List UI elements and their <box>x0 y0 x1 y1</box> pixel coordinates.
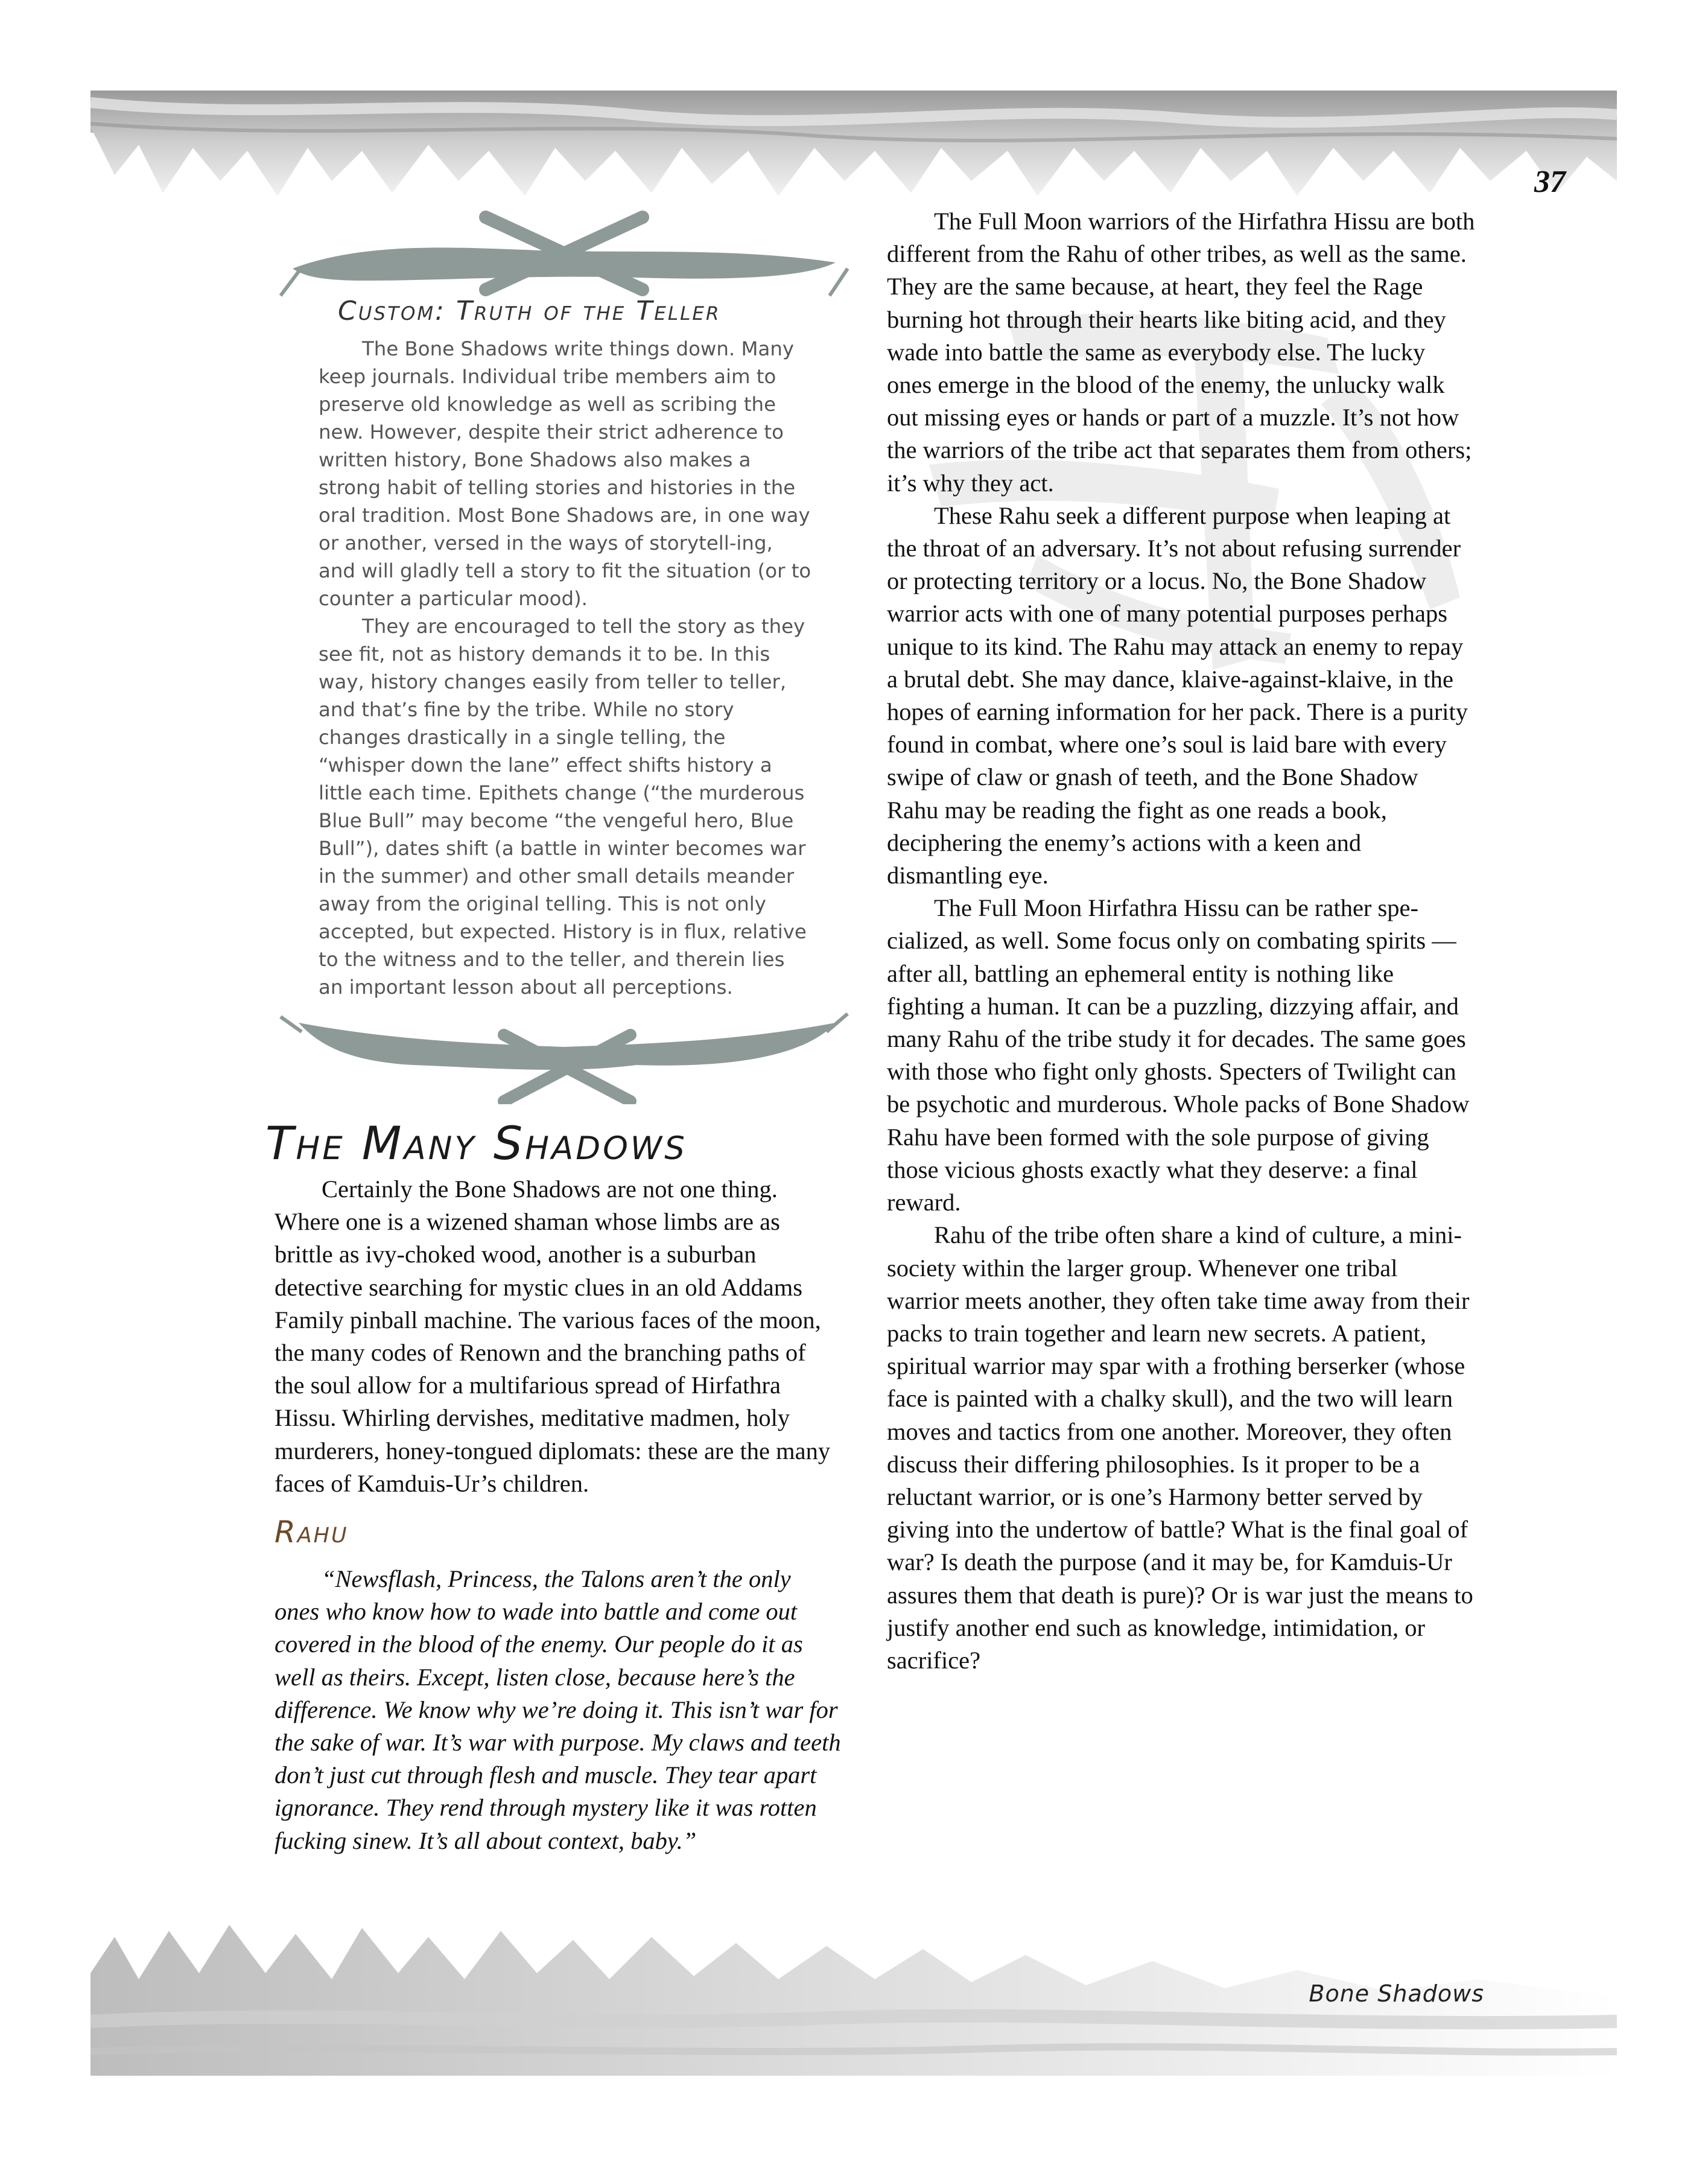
subsection-heading: Rahu <box>275 1515 349 1550</box>
right-paragraph: These Rahu seek a different purpose when leaping at the throat of an adversary. It’s not about refusing surrender or protecting territory or a locus. No, the Bone Shadow warrior acts with one of many potential purposes perhaps unique to its kind. The Rahu may attack an enemy to repay a brutal debt. She may dance, klaive-against-klaive, in the hopes of earning information for her pack. There is a purity found in combat, where one’s soul is laid bare with every swipe of claw or gnash of teeth, and the Bone Shadow Rahu may be reading the fight as one reads a book, deciphering the enemy’s actions with a keen and dismantling eye. <box>887 501 1468 889</box>
right-paragraph: The Full Moon Hirfathra Hissu can be rather spe-cialized, as well. Some focus only on combating spirits — after all, battling an ephemeral entity is nothing like fighting a human. It can be a puzzling, dizzying affair, and many Rahu of the tribe study it for decades. The same goes with those who fight only ghosts. Specters of Twilight can be psychotic and murderous. Whole packs of Bone Shadow Rahu have been formed with the sole purpose of giving those vicious ghosts exactly what they deserve: a final reward. <box>887 894 1470 1216</box>
header-bone-frieze <box>90 91 1617 223</box>
sidebar-paragraph: The Bone Shadows write things down. Many keep journals. Individual tribe members aim to preserve old knowledge as well as scribing the new. However, despite their strict adherence to written history, Bone Shadows also makes a strong habit of telling stories and histories in the oral tradition. Most Bone Shadows are, in one way or another, versed in the ways of storytell-ing, and will gladly tell a story to fit the situation (or to counter a particular mood). <box>319 337 811 610</box>
section-heading: The Many Shadows <box>265 1116 687 1170</box>
sidebar-bottom-brush-ornament <box>275 999 854 1104</box>
page-number: 37 <box>1534 165 1566 199</box>
sidebar-title: Custom: Truth of the Teller <box>338 296 721 326</box>
quote-paragraph: “Newsflash, Princess, the Talons aren’t the only ones who know how to wade into battle and come out covered in the blood of the enemy. Our people do it as well as theirs. Except, listen close, because here’s the difference. We know why we’re doing it. This isn’t war for the sake of war. It’s war with purpose. My claws and teeth don’t just cut through flesh and muscle. They tear apart ignorance. They rend through mystery like it was rotten fucking sinew. It’s all about context, baby.” <box>275 1565 841 1854</box>
right-column <box>887 205 1475 1677</box>
footer-running-title: Bone Shadows <box>1309 1980 1484 2007</box>
sidebar-paragraph: They are encouraged to tell the story as they see fit, not as history demands it to be. In this way, history changes easily from teller to teller, and that’s fine by the tribe. While no story changes drastically in a single telling, the “whisper down the lane” effect shifts history a little each time. Epithets change (“the murderous Blue Bull” may become “the vengeful hero, Blue Bull”), dates shift (a battle in winter becomes war in the summer) and other small details meander away from the original telling. This is not only accepted, but expected. History is in flux, relative to the witness and to the teller, and therein lies an important lesson about all perceptions. <box>319 615 807 999</box>
sidebar-top-brush-ornament <box>275 205 854 302</box>
right-paragraph: The Full Moon warriors of the Hirfathra Hissu are both different from the Rahu of other tribes, as well as the same. They are the same because, at heart, they feel the Rage burning hot through their hearts like biting acid, and they wade into battle the same as everybody else. The lucky ones emerge in the blood of the enemy, the unlucky walk out missing eyes or hands or part of a muzzle. It’s not how the warriors of the tribe act that separates them from others; it’s why they act. <box>887 208 1475 497</box>
rahu-quote <box>275 1563 842 1857</box>
intro-paragraph: Certainly the Bone Shadows are not one thing. Where one is a wizened shaman whose limbs are as brittle as ivy-choked wood, another is a suburban detective searching for mystic clues in an old Addams Family pinball machine. The various faces of the moon, the many codes of Renown and the branching paths of the soul allow for a multifarious spread of Hirfathra Hissu. Whirling dervishes, meditative madmen, holy murderers, honey-tongued diplomats: these are the many faces of Kamduis-Ur’s children. <box>275 1175 831 1497</box>
right-paragraph: Rahu of the tribe often share a kind of culture, a mini-society within the larger group. Whenever one tribal warrior meets another, they often take time away from their packs to train together and learn new secrets. A patient, spiritual warrior may spar with a frothing berserker (whose face is painted with a chalky skull), and the two will learn moves and tactics from one another. Moreover, they often discuss their differing philosophies. Is it proper to be a reluctant warrior, or is one’s Harmony better served by giving into the undertow of battle? What is the final goal of war? Is death the purpose (and it may be, for Kamduis-Ur assures them that death is pure)? Or is war just the means to justify another end such as knowledge, intimidation, or sacrifice? <box>887 1221 1473 1674</box>
left-column-intro <box>275 1173 842 1500</box>
sidebar-body <box>319 335 813 1001</box>
